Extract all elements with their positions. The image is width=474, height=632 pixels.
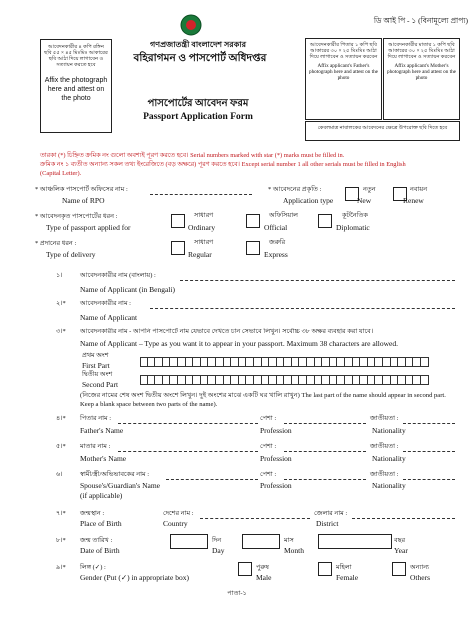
q2-label-bn: আবেদনকারীর নাম : [80, 300, 131, 307]
gender-female-checkbox[interactable] [318, 562, 332, 576]
q3-first-part-grid[interactable] [140, 357, 429, 367]
gender-female-en: Female [336, 573, 359, 582]
form-title-en: Passport Application Form [143, 112, 253, 122]
gender-others-bn: অন্যান্য [410, 564, 430, 571]
father-photo-bn: আবেদনকারীর পিতার ১ কপি ছবি আকারের ৩০ × ২৫ মিঃমিঃ আঠা দিয়ে লাগাবেন ও সত্যায়ন করবেন [309, 42, 378, 60]
father-photo-box [305, 38, 382, 120]
app-type-renew-en: Renew [403, 196, 424, 205]
q4-nationality-en: Nationality [372, 426, 406, 435]
rpo-label-bn: * আঞ্চলিক পাসপোর্ট অফিসের নাম : [35, 186, 128, 193]
q2-field[interactable] [150, 308, 455, 309]
name-char-cell[interactable] [239, 357, 247, 367]
name-char-cell[interactable] [178, 357, 186, 367]
name-char-cell[interactable] [330, 357, 338, 367]
name-char-cell[interactable] [406, 375, 414, 385]
q2-number: ২।* [56, 300, 66, 307]
mother-photo-box [383, 38, 460, 120]
q5-nationality-bn: জাতীয়তা : [370, 443, 399, 450]
q6-profession-bn: পেশা : [260, 471, 277, 478]
q1-field[interactable] [180, 280, 455, 281]
name-char-cell[interactable] [193, 375, 201, 385]
name-char-cell[interactable] [208, 357, 216, 367]
q6-profession-field[interactable] [284, 479, 366, 480]
q5-label-bn: মাতার নাম : [80, 443, 111, 450]
q4-label-bn: পিতার নাম : [80, 415, 112, 422]
q5-nationality-field[interactable] [403, 451, 455, 452]
gender-male-checkbox[interactable] [238, 562, 252, 576]
gender-others-checkbox[interactable] [392, 562, 406, 576]
name-char-cell[interactable] [330, 375, 338, 385]
name-char-cell[interactable] [322, 375, 330, 385]
name-char-cell[interactable] [375, 357, 383, 367]
name-char-cell[interactable] [148, 375, 156, 385]
app-type-renew-bn: নবায়ন [410, 186, 428, 193]
instr-line1-bn: তারকা (*) চিহ্নিত ক্রমিক নং গুলো অবশ্যই পূরণ করতে হবে। [40, 152, 189, 159]
mother-photo-en: Affix applicant's Mother's photograph here and attest on the photo [386, 63, 456, 81]
q7-district-en: District [316, 519, 339, 528]
q4-profession-field[interactable] [284, 423, 366, 424]
name-char-cell[interactable] [224, 375, 232, 385]
q4-profession-bn: পেশা : [260, 415, 277, 422]
name-char-cell[interactable] [269, 357, 277, 367]
q3-first-part-bn: প্রথম অংশ [82, 352, 109, 359]
q5-profession-field[interactable] [284, 451, 366, 452]
gender-others-en: Others [410, 573, 430, 582]
q6-nationality-field[interactable] [403, 479, 455, 480]
q5-label-en: Mother's Name [80, 454, 127, 463]
name-char-cell[interactable] [193, 357, 201, 367]
name-char-cell[interactable] [208, 375, 216, 385]
delivery-regular-en: Regular [188, 250, 212, 259]
name-char-cell[interactable] [155, 375, 163, 385]
q3-second-part-grid[interactable] [140, 375, 429, 385]
name-char-cell[interactable] [398, 357, 406, 367]
name-char-cell[interactable] [353, 375, 361, 385]
delivery-express-checkbox[interactable] [246, 241, 260, 255]
passport-type-label-en: Type of passport applied for [46, 223, 131, 232]
q1-label-en: Name of Applicant (in Bengali) [80, 285, 175, 294]
minor-note: কেবলমাত্র নাবালকের আবেদনের ক্ষেত্রে উপরোক্ত ছবি দিতে হবে [317, 125, 448, 131]
passport-official-bn: অফিসিয়াল [269, 212, 298, 219]
name-char-cell[interactable] [140, 375, 148, 385]
name-char-cell[interactable] [269, 375, 277, 385]
gender-male-en: Male [256, 573, 272, 582]
q8-number: ৮।* [56, 537, 66, 544]
q3-label-en: Name of Applicant – Type as you want it to appear in your passport. Maximum 38 characters are allowed. [80, 339, 398, 348]
name-char-cell[interactable] [216, 357, 224, 367]
name-char-cell[interactable] [292, 375, 300, 385]
delivery-express-en: Express [264, 250, 288, 259]
q3-second-part-en: Second Part [82, 380, 119, 389]
q4-number: ৪।* [56, 415, 66, 422]
name-char-cell[interactable] [163, 375, 171, 385]
q3-label-bn: আবেদনকারীর নাম - আপনি পাসপোর্টে নাম যেভাবে দেখতে চান সেভাবে লিখুন। সর্বোচ্চ ৩৮ অক্ষর ব্যবহার করা যাবে। [80, 328, 374, 335]
name-char-cell[interactable] [398, 375, 406, 385]
delivery-regular-checkbox[interactable] [171, 241, 185, 255]
form-code: ডি আই পি - ১ (বিনামূল্যে প্রাপ্য) [373, 16, 468, 25]
name-char-cell[interactable] [413, 357, 421, 367]
name-char-cell[interactable] [163, 357, 171, 367]
name-char-cell[interactable] [186, 357, 194, 367]
q6-nationality-bn: জাতীয়তা : [370, 471, 399, 478]
applicant-photo-box [40, 39, 112, 133]
q5-number: ৫।* [56, 443, 66, 450]
rpo-label-en: Name of RPO [62, 196, 105, 205]
name-char-cell[interactable] [375, 375, 383, 385]
name-char-cell[interactable] [201, 357, 209, 367]
name-char-cell[interactable] [299, 375, 307, 385]
name-char-cell[interactable] [360, 357, 368, 367]
delivery-label-en: Type of delivery [46, 250, 96, 259]
delivery-regular-bn: সাধারণ [194, 239, 214, 246]
q3-number: ৩।* [56, 328, 66, 335]
q7-number: ৭।* [56, 510, 66, 517]
name-char-cell[interactable] [391, 357, 399, 367]
q6-profession-en: Profession [260, 481, 292, 490]
name-char-cell[interactable] [353, 357, 361, 367]
q7-label-en: Place of Birth [80, 519, 122, 528]
q4-label-en: Father's Name [80, 426, 124, 435]
name-char-cell[interactable] [315, 357, 323, 367]
q3-first-part-en: First Part [82, 361, 110, 370]
name-char-cell[interactable] [421, 375, 429, 385]
name-char-cell[interactable] [284, 375, 292, 385]
q7-district-field[interactable] [352, 518, 455, 519]
name-char-cell[interactable] [315, 375, 323, 385]
passport-ordinary-checkbox[interactable] [171, 214, 185, 228]
dob-year-field[interactable] [318, 534, 392, 549]
bangladesh-emblem-icon [180, 14, 202, 36]
name-char-cell[interactable] [360, 375, 368, 385]
name-char-cell[interactable] [239, 375, 247, 385]
passport-ordinary-en: Ordinary [188, 223, 216, 232]
instructions [40, 151, 460, 178]
q7-country-field[interactable] [200, 518, 310, 519]
name-char-cell[interactable] [307, 375, 315, 385]
passport-ordinary-bn: সাধারণ [194, 212, 214, 219]
photo-instructions-bn: আবেদনকারীর ৪ কপি রঙ্গিন ছবি ৫৫ × ৪৫ মিঃমিঃ আকারের ছবি আঠা দিয়ে লাগাবেন ও সত্যায়ন করতে হবে [44, 44, 108, 68]
instr-line2-bn: ক্রমিক নং ১ ব্যতীত অন্যান্য সকল তথ্য ইংরেজিতে (বড় অক্ষরে) পূরণ করতে হবে। [40, 161, 240, 168]
q7-country-en: Country [163, 519, 188, 528]
q6-nationality-en: Nationality [372, 481, 406, 490]
instr-line3-en: (Capital Letter). [40, 170, 82, 177]
passport-official-en: Official [264, 223, 288, 232]
q7-label-bn: জন্মস্থান : [80, 510, 105, 517]
name-char-cell[interactable] [277, 375, 285, 385]
name-char-cell[interactable] [307, 357, 315, 367]
app-type-new-bn: নতুন [363, 186, 376, 193]
name-char-cell[interactable] [299, 357, 307, 367]
passport-diplomatic-en: Diplomatic [336, 223, 370, 232]
form-title-bn: পাসপোর্টের আবেদন ফরম [147, 98, 249, 109]
name-char-cell[interactable] [383, 357, 391, 367]
q8-label-en: Date of Birth [80, 546, 120, 555]
department-name: বহিরাগমন ও পাসপোর্ট অধিদপ্তর [133, 53, 267, 64]
name-char-cell[interactable] [406, 357, 414, 367]
name-char-cell[interactable] [201, 375, 209, 385]
q7-district-bn: জেলার নাম : [314, 510, 348, 517]
q1-label-bn: আবেদনকারীর নাম (বাংলায়) : [80, 272, 156, 279]
name-char-cell[interactable] [254, 375, 262, 385]
name-char-cell[interactable] [224, 357, 232, 367]
name-char-cell[interactable] [231, 375, 239, 385]
passport-official-checkbox[interactable] [246, 214, 260, 228]
govt-name: গণপ্রজাতন্ত্রী বাংলাদেশ সরকার [149, 40, 247, 49]
q2-label-en: Name of Applicant [80, 313, 138, 322]
name-char-cell[interactable] [254, 357, 262, 367]
dob-day-en: Day [212, 546, 225, 555]
gender-male-bn: পুরুষ [256, 564, 269, 571]
minor-note-box [305, 121, 460, 141]
q6-label-en: Spouse's/Guardian's Name [80, 481, 160, 490]
dob-month-en: Month [284, 546, 305, 555]
name-char-cell[interactable] [337, 357, 345, 367]
gender-female-bn: মহিলা [336, 564, 352, 571]
name-char-cell[interactable] [322, 357, 330, 367]
page-number: পাতা-১ [227, 590, 247, 597]
name-char-cell[interactable] [345, 357, 353, 367]
q5-nationality-en: Nationality [372, 454, 406, 463]
name-char-cell[interactable] [262, 357, 270, 367]
q6-name-field[interactable] [166, 479, 258, 480]
q7-country-bn: দেশের নাম : [163, 510, 194, 517]
q5-profession-bn: পেশা : [260, 443, 277, 450]
photo-instructions-en: Affix the photograph here and attest on the photo [44, 77, 108, 102]
name-char-cell[interactable] [170, 375, 178, 385]
name-char-cell[interactable] [170, 357, 178, 367]
q5-profession-en: Profession [260, 454, 292, 463]
name-char-cell[interactable] [148, 357, 156, 367]
q4-name-field[interactable] [118, 423, 258, 424]
dob-year-en: Year [394, 546, 408, 555]
name-char-cell[interactable] [262, 375, 270, 385]
q9-label-en: Gender (Put (✓) in appropriate box) [80, 573, 189, 582]
q3-note: (নিজের নামের শেষ অংশ দ্বিতীয় অংশে লিখুন। দুই অংশের মাঝে একটি ঘর খালি রাখুন) The last part of the name should appear in second part. Keep a blank space between two parts of the name). [80, 392, 446, 408]
name-char-cell[interactable] [246, 375, 254, 385]
instr-line1-en: Serial numbers marked with star (*) marks must be filled in. [190, 152, 345, 159]
q4-nationality-bn: জাতীয়তা : [370, 415, 399, 422]
q4-nationality-field[interactable] [403, 423, 455, 424]
rpo-field[interactable] [150, 194, 252, 195]
passport-diplomatic-bn: কূটনৈতিক [342, 212, 368, 219]
app-type-label-en: Application type [283, 196, 334, 205]
name-char-cell[interactable] [421, 357, 429, 367]
q8-label-bn: জন্ম তারিখ : [80, 537, 113, 544]
name-char-cell[interactable] [368, 357, 376, 367]
mother-photo-bn: আবেদনকারীর মাতার ১ কপি ছবি আকারের ৩০ × ২৫ মিঃমিঃ আঠা দিয়ে লাগাবেন ও সত্যায়ন করবেন [387, 42, 456, 60]
name-char-cell[interactable] [383, 375, 391, 385]
app-type-new-en: New [357, 196, 372, 205]
name-char-cell[interactable] [337, 375, 345, 385]
name-char-cell[interactable] [186, 375, 194, 385]
q1-number: ১। [56, 272, 63, 279]
q6-label-en2: (if applicable) [80, 491, 123, 500]
q9-number: ৯।* [56, 564, 66, 571]
name-char-cell[interactable] [413, 375, 421, 385]
name-char-cell[interactable] [231, 357, 239, 367]
q4-profession-en: Profession [260, 426, 292, 435]
q6-label-bn: স্বামী/স্ত্রী/অভিভাবকের নাম : [80, 471, 150, 478]
q9-label-bn: লিঙ্গ (✓) : [80, 564, 106, 571]
name-char-cell[interactable] [292, 357, 300, 367]
instr-line2-en: Except serial number 1 all other serials must be filled in English [241, 161, 406, 168]
name-char-cell[interactable] [140, 357, 148, 367]
app-type-label-bn: * আবেদনের প্রকৃতি : [268, 186, 322, 193]
dob-day-bn: দিন [212, 537, 222, 544]
q5-name-field[interactable] [118, 451, 258, 452]
father-photo-en: Affix applicant's Father's photograph here and attest on the photo [308, 63, 378, 81]
name-char-cell[interactable] [284, 357, 292, 367]
name-char-cell[interactable] [155, 357, 163, 367]
name-char-cell[interactable] [391, 375, 399, 385]
name-char-cell[interactable] [368, 375, 376, 385]
q6-number: ৬। [56, 471, 63, 478]
passport-diplomatic-checkbox[interactable] [318, 214, 332, 228]
dob-month-bn: মাস [284, 537, 294, 544]
name-char-cell[interactable] [178, 375, 186, 385]
dob-year-bn: বছর [394, 537, 406, 544]
name-char-cell[interactable] [246, 357, 254, 367]
dob-month-field[interactable] [242, 534, 280, 549]
name-char-cell[interactable] [216, 375, 224, 385]
passport-type-label-bn: * আবেদনকৃত পাসপোর্টের ধরন : [35, 213, 118, 220]
name-char-cell[interactable] [277, 357, 285, 367]
delivery-express-bn: জরুরি [269, 239, 286, 246]
delivery-label-bn: * প্রদানের ধরন : [35, 240, 77, 247]
name-char-cell[interactable] [345, 375, 353, 385]
q3-second-part-bn: দ্বিতীয় অংশ [82, 371, 113, 378]
dob-day-field[interactable] [170, 534, 208, 549]
